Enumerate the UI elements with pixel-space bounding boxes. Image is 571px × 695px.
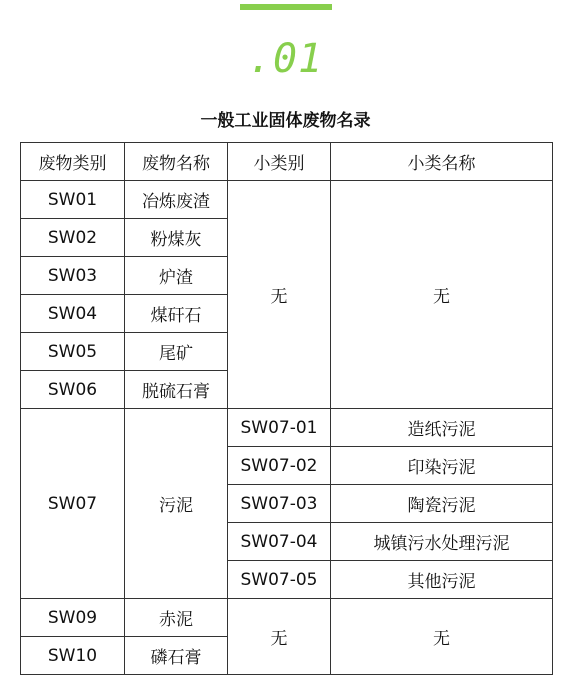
- waste-name-cell: 磷石膏: [125, 637, 228, 675]
- waste-code-cell: SW10: [21, 637, 125, 675]
- waste-code-cell: SW02: [21, 219, 125, 257]
- waste-code-cell: SW01: [21, 181, 125, 219]
- sub-name-cell: 印染污泥: [331, 447, 553, 485]
- waste-name-cell: 粉煤灰: [125, 219, 228, 257]
- sub-name-cell: 无: [331, 599, 553, 675]
- sub-code-cell: 无: [228, 599, 331, 675]
- column-header: 废物类别: [21, 143, 125, 181]
- section-number: [0, 36, 571, 82]
- sub-code-cell: SW07-04: [228, 523, 331, 561]
- waste-catalog-table: [20, 142, 553, 675]
- sub-name-cell: 无: [331, 181, 553, 409]
- table-row: [21, 599, 553, 637]
- waste-code-cell: SW03: [21, 257, 125, 295]
- column-header: 小类别: [228, 143, 331, 181]
- waste-name-cell: 煤矸石: [125, 295, 228, 333]
- sub-name-cell: 造纸污泥: [331, 409, 553, 447]
- waste-name-cell: 尾矿: [125, 333, 228, 371]
- header-row: [21, 143, 553, 181]
- waste-code-cell: SW05: [21, 333, 125, 371]
- sub-name-cell: 城镇污水处理污泥: [331, 523, 553, 561]
- waste-code-cell: SW04: [21, 295, 125, 333]
- sub-code-cell: SW07-05: [228, 561, 331, 599]
- sub-code-cell: SW07-01: [228, 409, 331, 447]
- waste-code-cell: SW07: [21, 409, 125, 599]
- accent-bar: [240, 4, 332, 10]
- waste-name-cell: 冶炼废渣: [125, 181, 228, 219]
- waste-code-cell: SW06: [21, 371, 125, 409]
- sub-code-cell: SW07-03: [228, 485, 331, 523]
- section-number-text: .01: [247, 36, 324, 82]
- sub-code-cell: SW07-02: [228, 447, 331, 485]
- sub-name-cell: 陶瓷污泥: [331, 485, 553, 523]
- column-header: 废物名称: [125, 143, 228, 181]
- column-header: 小类名称: [331, 143, 553, 181]
- waste-name-cell: 炉渣: [125, 257, 228, 295]
- table-row: [21, 409, 553, 447]
- waste-name-cell: 脱硫石膏: [125, 371, 228, 409]
- waste-name-cell: 赤泥: [125, 599, 228, 637]
- page-title: 一般工业固体废物名录: [200, 111, 371, 131]
- table-row: [21, 181, 553, 219]
- waste-name-cell: 污泥: [125, 409, 228, 599]
- sub-name-cell: 其他污泥: [331, 561, 553, 599]
- waste-code-cell: SW09: [21, 599, 125, 637]
- sub-code-cell: 无: [228, 181, 331, 409]
